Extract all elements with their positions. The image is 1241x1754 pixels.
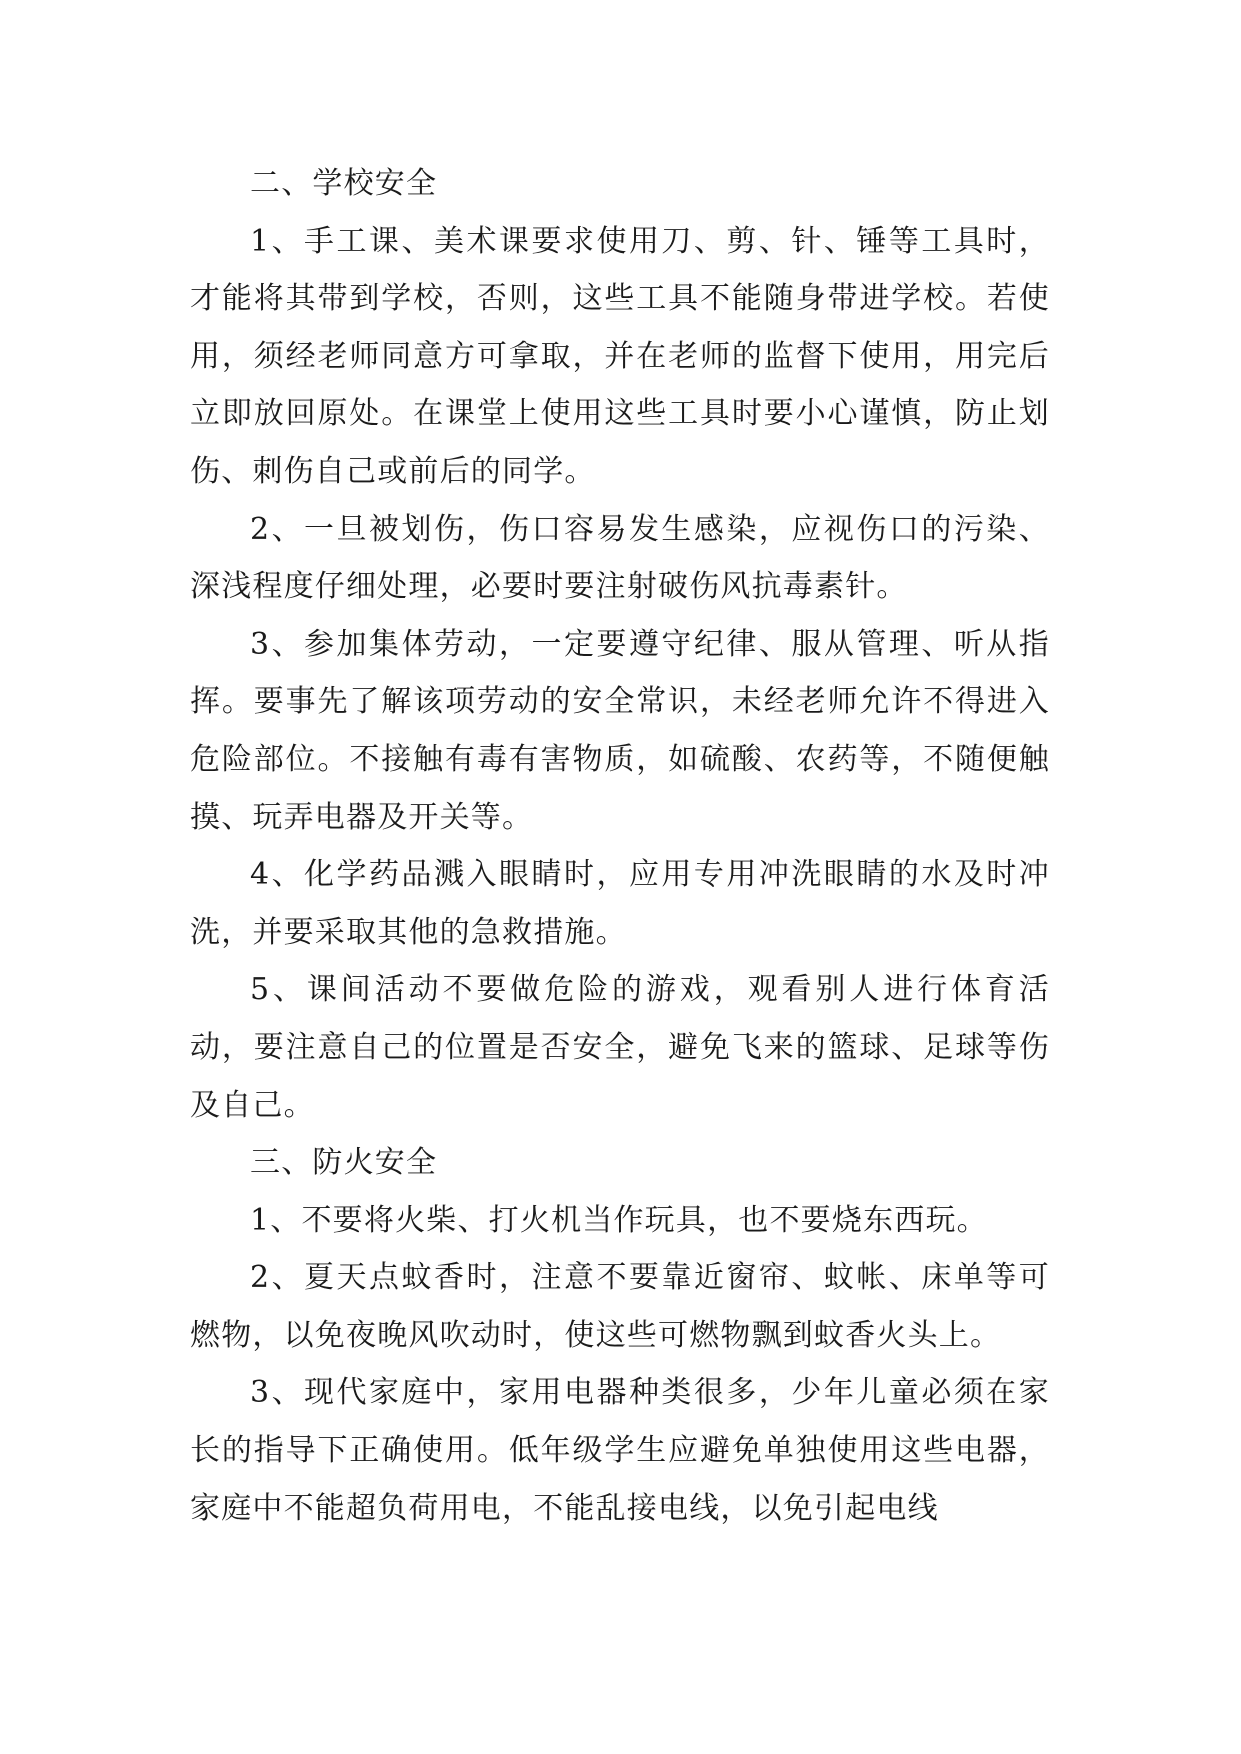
paragraph-fire-1: 1、不要将火柴、打火机当作玩具，也不要烧东西玩。 (250, 1202, 988, 1238)
paragraph-school-2: 2、一旦被划伤，伤口容易发生感染，应视伤口的污染、深浅程度仔细处理，必要时要注射破伤风抗毒素针。 (190, 511, 1050, 605)
paragraph-school-3: 3、参加集体劳动，一定要遵守纪律、服从管理、听从指挥。要事先了解该项劳动的安全常识，未经老师允许不得进入危险部位。不接触有毒有害物质，如硫酸、农药等，不随便触摸、玩弄电器及开关等。 (190, 626, 1050, 835)
document-body (190, 155, 1050, 1537)
paragraph-school-5: 5、课间活动不要做危险的游戏，观看别人进行体育活动，要注意自己的位置是否安全，避免飞来的篮球、足球等伤及自己。 (190, 972, 1050, 1123)
paragraph-fire-2: 2、夏天点蚊香时，注意不要靠近窗帘、蚊帐、床单等可燃物，以免夜晚风吹动时，使这些可燃物飘到蚊香火头上。 (190, 1260, 1050, 1353)
section-heading-school-safety: 二、学校安全 (250, 166, 438, 201)
paragraph-school-4: 4、化学药品溅入眼睛时，应用专用冲洗眼睛的水及时冲洗，并要采取其他的急救措施。 (190, 857, 1050, 950)
paragraph-school-1: 1、手工课、美术课要求使用刀、剪、针、锤等工具时，才能将其带到学校，否则，这些工具不能随身带进学校。若使用，须经老师同意方可拿取，并在老师的监督下使用，用完后立即放回原处。在课堂上使用这些工具时要小心谨慎，防止划伤、刺伤自己或前后的同学。 (190, 223, 1050, 489)
section-heading-fire-safety: 三、防火安全 (250, 1145, 438, 1181)
paragraph-fire-3: 3、现代家庭中，家用电器种类很多，少年儿童必须在家长的指导下正确使用。低年级学生应避免单独使用这些电器，家庭中不能超负荷用电，不能乱接电线，以免引起电线 (190, 1375, 1050, 1526)
